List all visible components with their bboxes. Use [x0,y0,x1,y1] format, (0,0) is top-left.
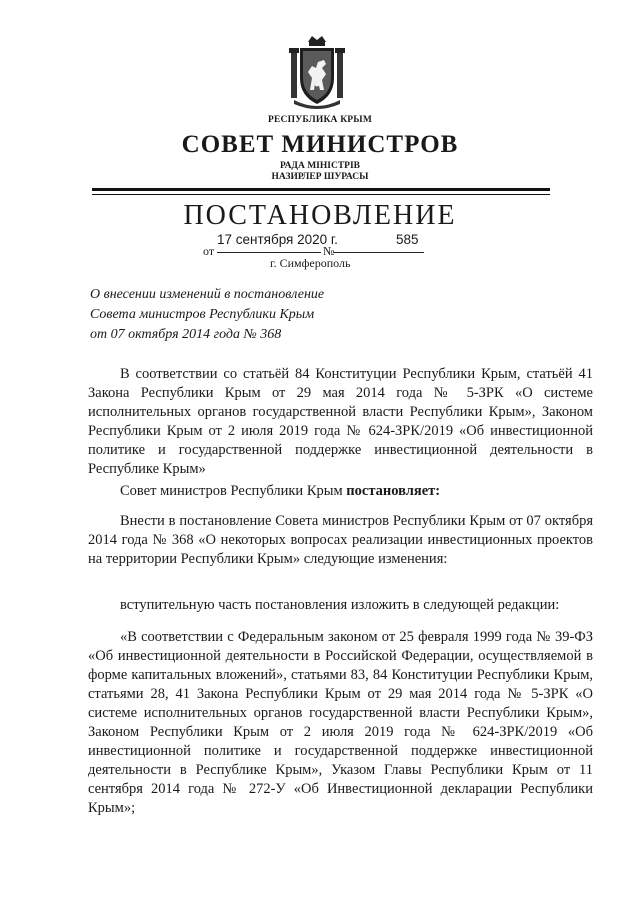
republic-name: РЕСПУБЛИКА КРЫМ [268,115,372,125]
body-paragraph-amendment [88,512,593,569]
council-name-ukrainian: РАДА МІНІСТРІВ [279,161,360,171]
resolves-lead-text: Совет министров Республики Крым [120,483,347,499]
number-label: № [323,244,335,258]
header-divider-thin [92,194,550,195]
council-name-crimean-tatar: НАЗИРЛЕР ШУРАСЫ [271,172,369,182]
from-label: от [203,244,215,258]
city-name: г. Симферополь [270,256,351,270]
subject-line: от 07 октября 2014 года № 368 [90,327,282,342]
paragraph-text: «В соответствии с Федеральным законом от 25 февраля 1999 года № 39-ФЗ «Об инвестиционной деятельности в Российской Федерации, осуществляемой в форме капитальных вложений», статьями 83, 84 Конституции Республики Крым, статьями 28, 41 Закона Республики Крым от 29 мая 2014 года № 5-ЗРК «О системе исполнительных органов государственной власти Республики Крым», Законом Республики Крым от 2 июля 2019 года № 624-ЗРК/2019 «Об инвестиционной политике и государственной поддержке инвестиционной деятельности в Республике Крым», Указом Главы Республики Крым от 11 сентября 2014 года № 272-У «Об Инвестиционной декларации Республики Крым»; [88,629,593,816]
council-name: СОВЕТ МИНИСТРОВ [181,131,459,158]
paragraph-text: В соответствии со статьёй 84 Конституции Республики Крым, статьёй 41 Закона Республики Крым от 29 мая 2014 года № 5-ЗРК «О системе исполнительных органов государственной власти Республики Крым», Законом Республики Крым от 2 июля 2019 года № 624-ЗРК/2019 «Об инвестиционной политике и государственной поддержке инвестиционной деятельности в Республике Крым» [88,366,593,477]
header-divider-thick [92,188,550,191]
paragraph-text [88,482,593,501]
body-paragraph-new-wording [88,628,593,818]
document-number: 585 [396,232,419,247]
document-date: 17 сентября 2020 г. [217,232,338,247]
body-paragraph-basis [88,365,593,479]
body-paragraph-resolves [88,482,593,501]
date-underline [217,252,321,253]
body-paragraph-instruction [88,596,593,615]
document-type-title: ПОСТАНОВЛЕНИЕ [183,200,457,231]
crimea-coat-of-arms-icon [288,32,346,110]
resolves-keyword: постановляет: [346,483,441,499]
number-underline [334,252,424,253]
paragraph-text: Внести в постановление Совета министров Республики Крым от 07 октября 2014 года № 368 «О некоторых вопросах реализации инвестиционных проектов на территории Республики Крым» следующие изменения: [88,513,593,567]
subject-line: Совета министров Республики Крым [90,307,315,322]
subject-line: О внесении изменений в постановление [90,287,325,302]
document-subject [90,285,450,345]
paragraph-text: вступительную часть постановления изложить в следующей редакции: [120,597,560,613]
